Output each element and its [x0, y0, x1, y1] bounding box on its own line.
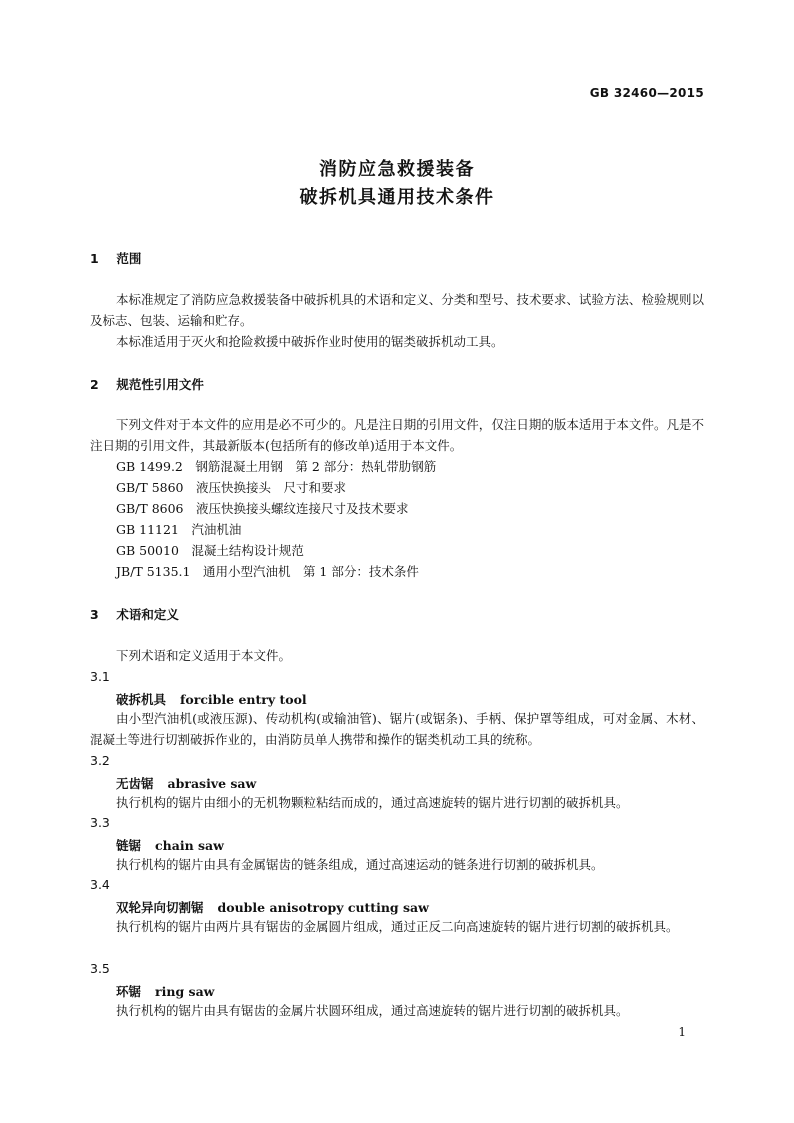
- term-english: ring saw: [155, 984, 215, 999]
- section-2-heading: [90, 375, 204, 393]
- term-number: 3.3: [90, 815, 110, 830]
- term-name: [116, 898, 429, 916]
- normative-reference: GB 1499.2 钢筋混凝土用钢 第 2 部分：热轧带肋钢筋: [116, 459, 437, 474]
- term-name: [116, 836, 224, 854]
- section-title: 范围: [116, 251, 142, 266]
- term-definition: 执行机构的锯片由两片具有锯齿的金属圆片组成，通过正反二向高速旋转的锯片进行切割的破拆机具。: [116, 919, 679, 934]
- term-definition: 执行机构的锯片由具有金属锯齿的链条组成，通过高速运动的链条进行切割的破拆机具。: [116, 857, 604, 872]
- term-english: forcible entry tool: [180, 692, 307, 707]
- section-number: 1: [90, 251, 99, 266]
- normative-reference: GB 50010 混凝土结构设计规范: [116, 543, 304, 558]
- section-2-paragraph-1: 下列文件对于本文件的应用是必不可少的。凡是注日期的引用文件，仅注日期的版本适用于本文件。凡是不注日期的引用文件，其最新版本(包括所有的修改单)适用于本文件。: [90, 417, 704, 453]
- section-title: 术语和定义: [116, 607, 179, 622]
- document-title-line1: 消防应急救援装备: [319, 159, 475, 180]
- term-name: [116, 982, 214, 1000]
- normative-reference: GB/T 5860 液压快换接头 尺寸和要求: [116, 480, 347, 495]
- section-number: 2: [90, 377, 99, 392]
- term-number: 3.2: [90, 753, 110, 768]
- document-title-line2: 破拆机具通用技术条件: [299, 187, 495, 208]
- term-chinese: 双轮异向切割锯: [116, 900, 204, 915]
- term-chinese: 无齿锯: [116, 776, 154, 791]
- term-definition: 由小型汽油机(或液压源)、传动机构(或输油管)、锯片(或锯条)、手柄、保护罩等组成，可对金属、木材、混凝土等进行切割破拆作业的，由消防员单人携带和操作的锯类机动工具的统称。: [90, 711, 704, 747]
- term-name: [116, 774, 256, 792]
- section-3-heading: [90, 605, 179, 623]
- term-english: double anisotropy cutting saw: [217, 900, 429, 915]
- term-chinese: 链锯: [116, 838, 142, 853]
- section-title: 规范性引用文件: [116, 377, 204, 392]
- term-name: [116, 690, 307, 708]
- section-1-heading: [90, 249, 141, 267]
- normative-reference: GB/T 8606 液压快换接头螺纹连接尺寸及技术要求: [116, 501, 409, 516]
- term-number: 3.4: [90, 877, 110, 892]
- term-definition: 执行机构的锯片由细小的无机物颗粒粘结而成的，通过高速旋转的锯片进行切割的破拆机具。: [116, 795, 629, 810]
- term-number: 3.1: [90, 669, 110, 684]
- term-chinese: 破拆机具: [116, 692, 167, 707]
- page-number: 1: [678, 1025, 686, 1039]
- section-1-paragraph-1: 本标准规定了消防应急救援装备中破拆机具的术语和定义、分类和型号、技术要求、试验方法、检验规则以及标志、包装、运输和贮存。: [90, 292, 704, 328]
- section-1-paragraph-2: 本标准适用于灭火和抢险救援中破拆作业时使用的锯类破拆机动工具。: [116, 334, 504, 349]
- standard-code: GB 32460—2015: [589, 86, 704, 100]
- normative-reference: GB 11121 汽油机油: [116, 522, 242, 537]
- section-number: 3: [90, 607, 99, 622]
- section-3-intro: 下列术语和定义适用于本文件。: [116, 648, 292, 663]
- term-english: abrasive saw: [167, 776, 257, 791]
- term-definition: 执行机构的锯片由具有锯齿的金属片状圆环组成，通过高速旋转的锯片进行切割的破拆机具。: [116, 1003, 629, 1018]
- term-chinese: 环锯: [116, 984, 142, 999]
- term-number: 3.5: [90, 961, 110, 976]
- normative-reference: JB/T 5135.1 通用小型汽油机 第 1 部分：技术条件: [116, 564, 419, 579]
- term-english: chain saw: [155, 838, 224, 853]
